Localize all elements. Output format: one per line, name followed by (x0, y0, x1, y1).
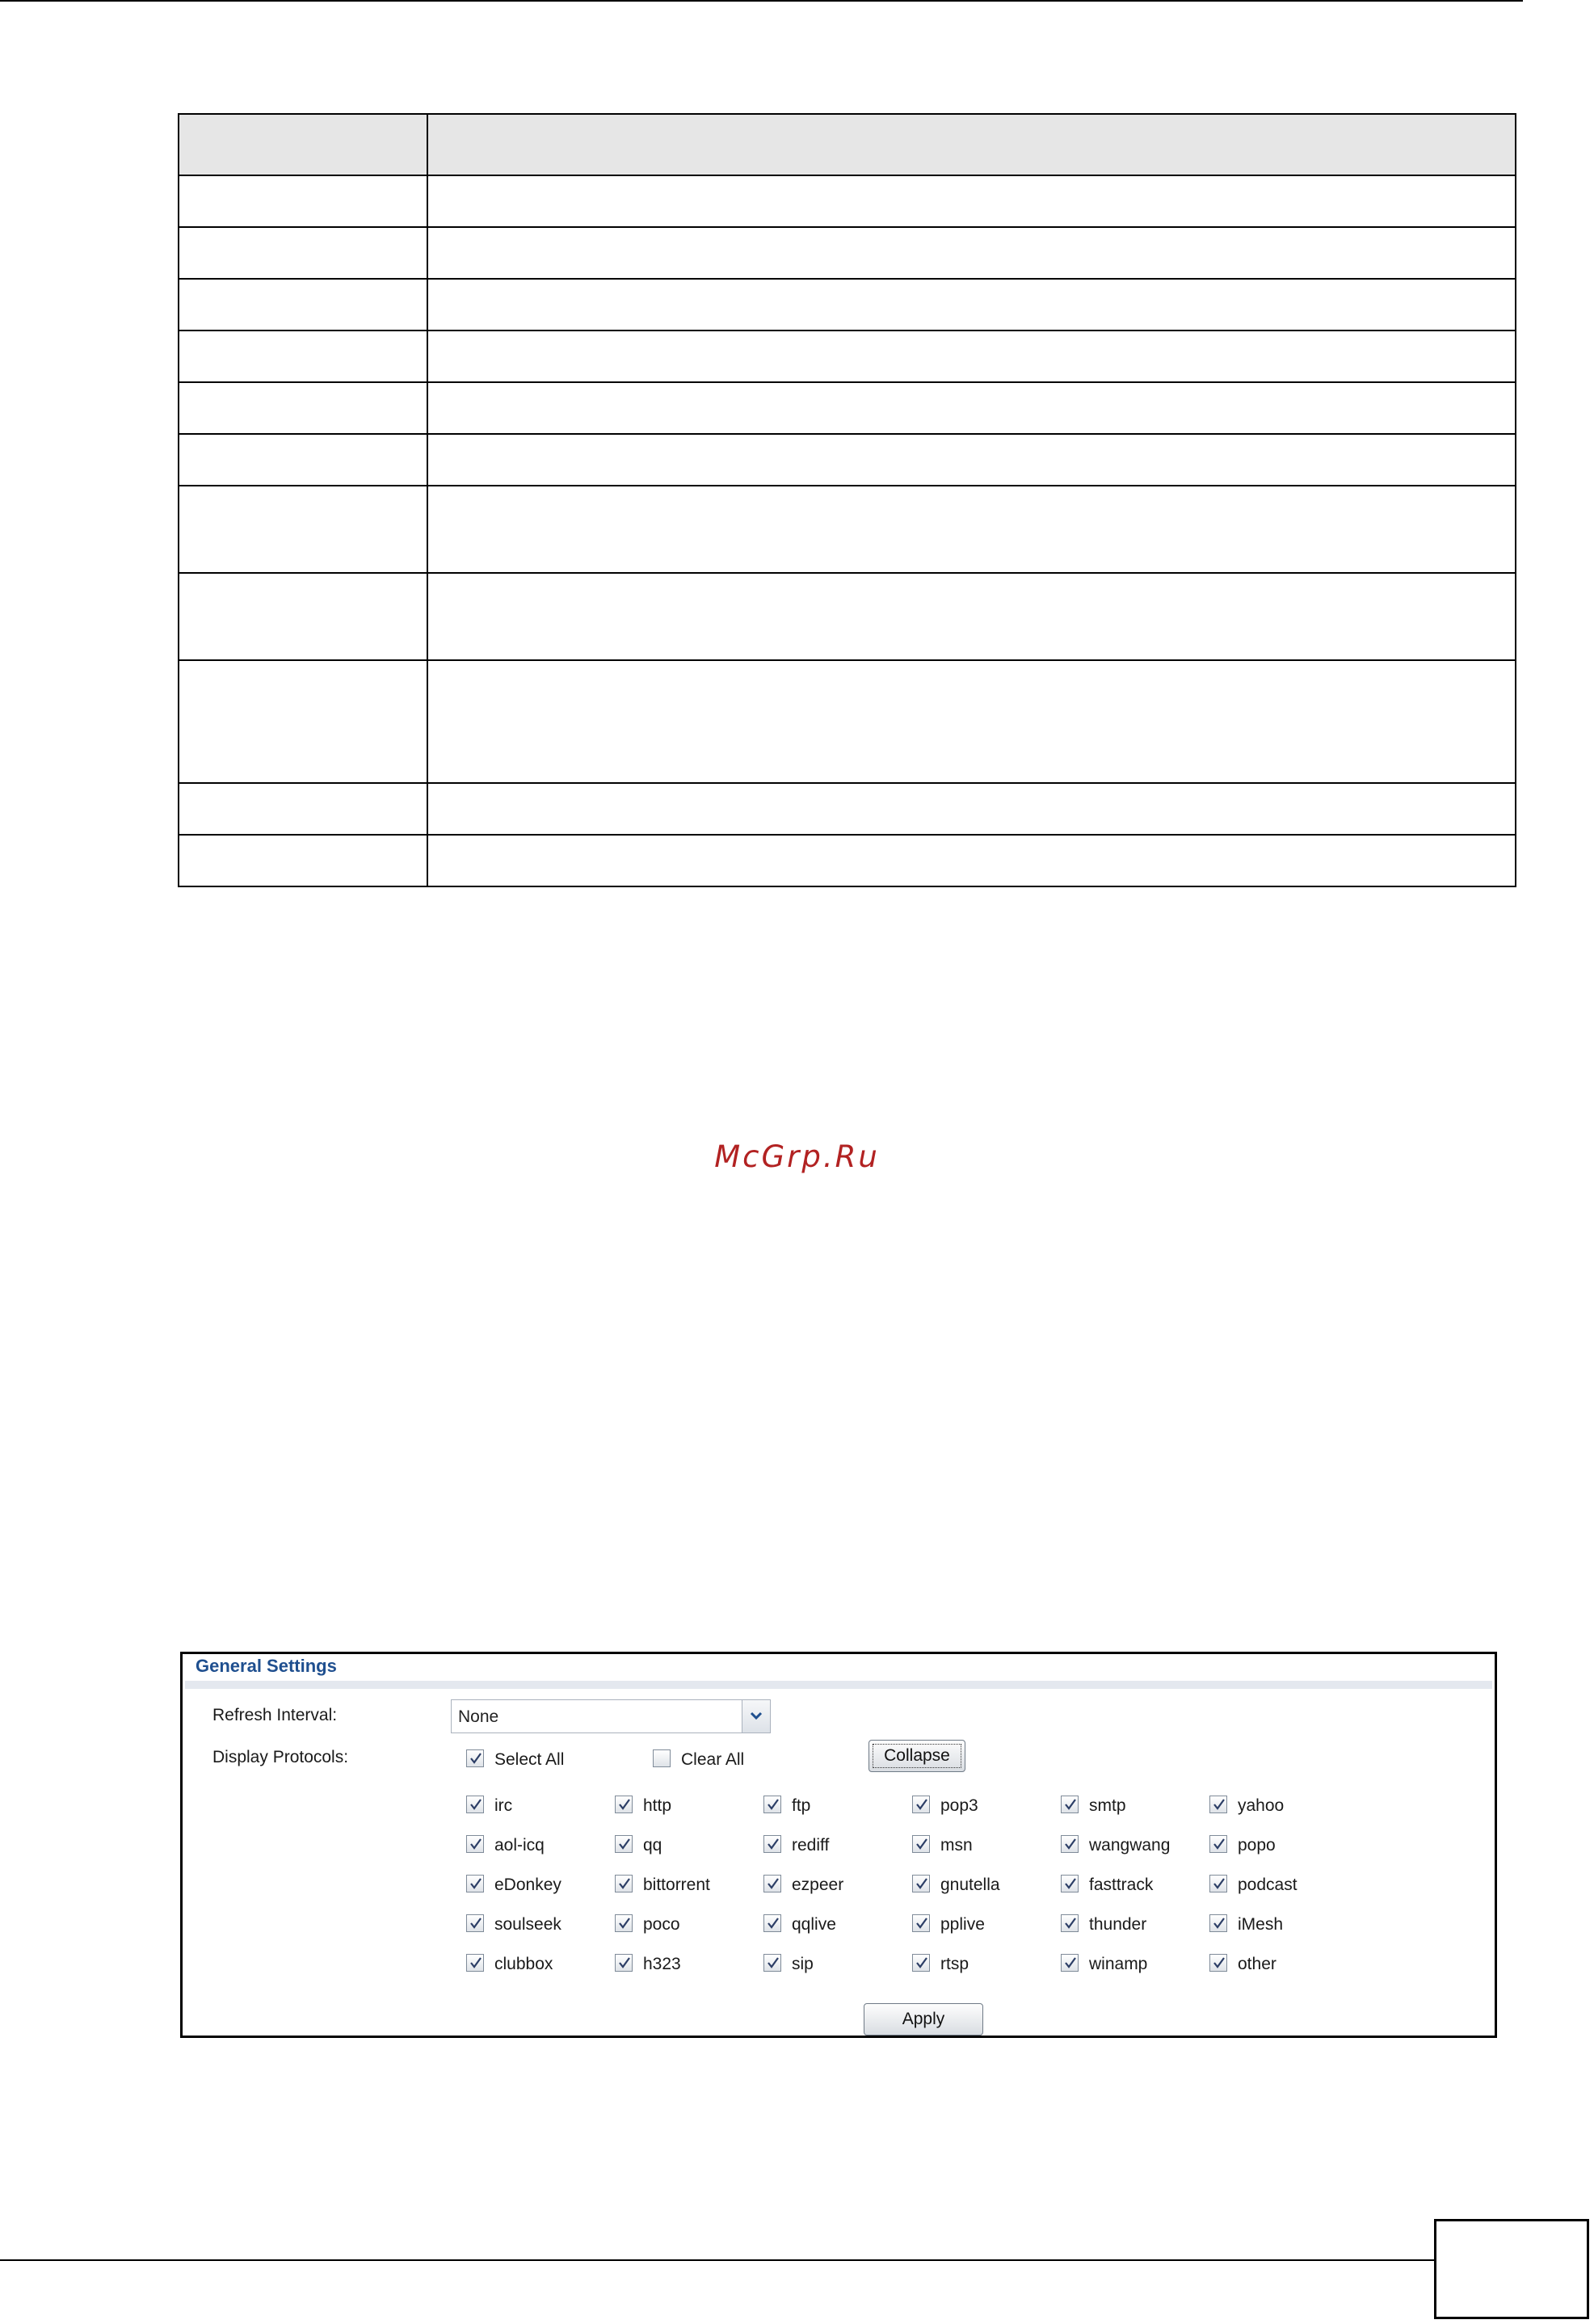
protocol-label: clubbox (494, 1955, 553, 1973)
panel-title: General Settings (196, 1656, 337, 1676)
protocol-checkbox-qqlive[interactable] (763, 1914, 781, 1932)
protocol-checkbox-sip[interactable] (763, 1954, 781, 1972)
check-icon (1212, 1837, 1226, 1851)
protocol-checkbox-yahoo[interactable] (1209, 1796, 1227, 1813)
table-header-description (427, 114, 1516, 175)
table-row (179, 330, 1516, 382)
page-number-box (1434, 2219, 1589, 2319)
refresh-interval-label: Refresh Interval: (212, 1706, 338, 1724)
protocol-checkbox-soulseek[interactable] (466, 1914, 484, 1932)
check-icon (469, 1916, 483, 1930)
protocol-checkbox-pop3[interactable] (912, 1796, 930, 1813)
protocol-checkbox-ftp[interactable] (763, 1796, 781, 1813)
check-icon (1212, 1916, 1226, 1930)
check-icon (617, 1956, 632, 1970)
protocol-checkbox-bittorrent[interactable] (615, 1875, 633, 1892)
protocol-label: aol-icq (494, 1836, 545, 1855)
protocol-checkbox-ezpeer[interactable] (763, 1875, 781, 1892)
header-rule (0, 0, 1523, 2)
check-icon (766, 1876, 780, 1891)
protocol-checkbox-qq[interactable] (615, 1835, 633, 1853)
table-row (179, 382, 1516, 434)
check-icon (766, 1797, 780, 1812)
protocol-label: iMesh (1238, 1915, 1284, 1934)
check-icon (469, 1797, 483, 1812)
table-row (179, 660, 1516, 783)
table-row (179, 227, 1516, 279)
protocol-label: wangwang (1089, 1836, 1171, 1855)
protocol-checkbox-h323[interactable] (615, 1954, 633, 1972)
check-icon (1063, 1837, 1078, 1851)
protocol-label: poco (643, 1915, 680, 1934)
protocol-label: sip (792, 1955, 814, 1973)
table-row (179, 175, 1516, 227)
check-icon (1212, 1956, 1226, 1970)
protocol-label: ftp (792, 1796, 811, 1815)
protocol-label: pplive (940, 1915, 985, 1934)
refresh-interval-value: None (458, 1707, 499, 1726)
protocol-checkbox-winamp[interactable] (1061, 1954, 1079, 1972)
protocol-label: rtsp (940, 1955, 969, 1973)
protocol-checkbox-rediff[interactable] (763, 1835, 781, 1853)
protocol-checkbox-clubbox[interactable] (466, 1954, 484, 1972)
protocol-label: podcast (1238, 1876, 1297, 1894)
protocol-checkbox-irc[interactable] (466, 1796, 484, 1813)
protocol-checkbox-popo[interactable] (1209, 1835, 1227, 1853)
panel-title-divider (185, 1681, 1492, 1689)
protocol-label: winamp (1089, 1955, 1148, 1973)
protocol-label: fasttrack (1089, 1876, 1154, 1894)
collapse-button[interactable]: Collapse (868, 1740, 965, 1772)
protocol-label: thunder (1089, 1915, 1147, 1934)
check-icon (1063, 1797, 1078, 1812)
protocol-label: yahoo (1238, 1796, 1285, 1815)
protocol-checkbox-thunder[interactable] (1061, 1914, 1079, 1932)
protocol-checkbox-pplive[interactable] (912, 1914, 930, 1932)
table-row (179, 783, 1516, 835)
protocol-checkbox-fasttrack[interactable] (1061, 1875, 1079, 1892)
protocol-label: irc (494, 1796, 513, 1815)
table-row (179, 835, 1516, 886)
check-icon (766, 1956, 780, 1970)
protocol-label: eDonkey (494, 1876, 561, 1894)
protocol-label: h323 (643, 1955, 681, 1973)
apply-button[interactable]: Apply (864, 2003, 983, 2036)
check-icon (469, 1751, 483, 1766)
watermark: McGrp.Ru (714, 1139, 880, 1174)
check-icon (915, 1797, 929, 1812)
display-protocols-label: Display Protocols: (212, 1748, 349, 1766)
table-row (179, 434, 1516, 486)
check-icon (1212, 1876, 1226, 1891)
protocol-checkbox-gnutella[interactable] (912, 1875, 930, 1892)
check-icon (469, 1876, 483, 1891)
protocol-label: ezpeer (792, 1876, 844, 1894)
select-all-label: Select All (494, 1750, 565, 1769)
check-icon (915, 1956, 929, 1970)
footer-rule (0, 2259, 1434, 2261)
protocol-label: qq (643, 1836, 662, 1855)
table-row (179, 573, 1516, 660)
protocol-checkbox-rtsp[interactable] (912, 1954, 930, 1972)
protocol-checkbox-imesh[interactable] (1209, 1914, 1227, 1932)
protocol-label: bittorrent (643, 1876, 710, 1894)
check-icon (617, 1797, 632, 1812)
check-icon (1063, 1956, 1078, 1970)
check-icon (1212, 1797, 1226, 1812)
check-icon (617, 1876, 632, 1891)
table-header-label (179, 114, 427, 175)
check-icon (915, 1916, 929, 1930)
check-icon (469, 1837, 483, 1851)
general-settings-panel (180, 1652, 1497, 2038)
protocol-label: pop3 (940, 1796, 978, 1815)
protocol-label: popo (1238, 1836, 1276, 1855)
protocol-checkbox-poco[interactable] (615, 1914, 633, 1932)
protocol-label: gnutella (940, 1876, 1000, 1894)
protocol-checkbox-aol-icq[interactable] (466, 1835, 484, 1853)
protocol-checkbox-smtp[interactable] (1061, 1796, 1079, 1813)
protocol-checkbox-other[interactable] (1209, 1954, 1227, 1972)
check-icon (1063, 1916, 1078, 1930)
check-icon (1063, 1876, 1078, 1891)
field-description-table (178, 113, 1516, 887)
protocol-label: qqlive (792, 1915, 836, 1934)
protocol-label: other (1238, 1955, 1276, 1973)
table-row (179, 486, 1516, 573)
table-row (179, 279, 1516, 330)
protocol-label: rediff (792, 1836, 830, 1855)
protocol-label: smtp (1089, 1796, 1126, 1815)
select-all-checkbox[interactable] (466, 1749, 484, 1767)
check-icon (915, 1837, 929, 1851)
refresh-interval-select[interactable] (451, 1699, 771, 1733)
protocol-checkbox-http[interactable] (615, 1796, 633, 1813)
protocol-label: msn (940, 1836, 973, 1855)
protocol-label: http (643, 1796, 672, 1815)
protocol-checkbox-wangwang[interactable] (1061, 1835, 1079, 1853)
dropdown-button[interactable] (742, 1700, 770, 1732)
check-icon (617, 1837, 632, 1851)
protocol-checkbox-edonkey[interactable] (466, 1875, 484, 1892)
chevron-down-icon (749, 1710, 763, 1721)
protocol-label: soulseek (494, 1915, 561, 1934)
check-icon (766, 1916, 780, 1930)
check-icon (915, 1876, 929, 1891)
check-icon (617, 1916, 632, 1930)
clear-all-checkbox[interactable] (653, 1749, 671, 1767)
check-icon (469, 1956, 483, 1970)
protocol-checkbox-msn[interactable] (912, 1835, 930, 1853)
protocol-checkbox-podcast[interactable] (1209, 1875, 1227, 1892)
clear-all-label: Clear All (681, 1750, 745, 1769)
check-icon (766, 1837, 780, 1851)
